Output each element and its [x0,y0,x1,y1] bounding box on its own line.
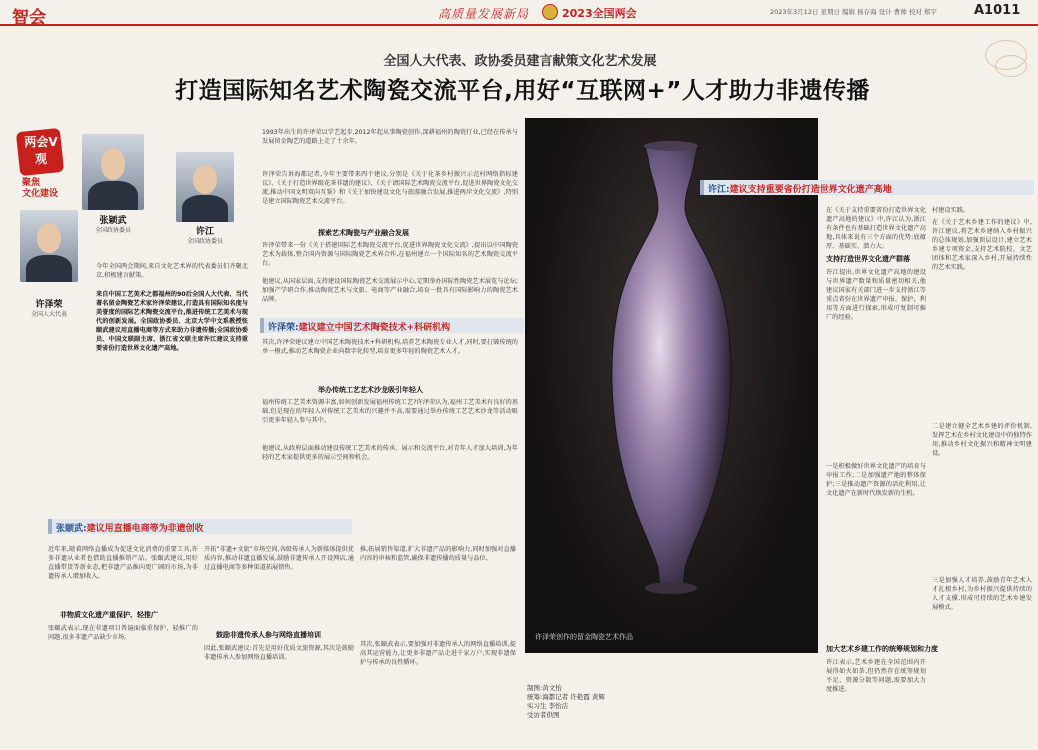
vase-photo [525,118,818,653]
dateline: 2023年3月12日 星期日 编辑 杨存海 设计 曹帅 校对 郑宇 [770,8,937,16]
cloud-ornament-icon [995,55,1027,77]
portrait-xu-jiang [176,152,234,222]
article-body: 张颐武表示,现在非遗项目普遍面临重保护、轻推广的问题,很多非遗产品缺少市场。 [48,625,198,641]
subtitle: 全国人大代表、政协委员建言献策文化艺术发展 [383,54,657,69]
section-bar-title: 许江:建议支持重要省份打造世界文化遗产高地 [708,185,892,195]
section-heading: 支持打造世界文化遗产群落 [826,255,910,263]
article-proposals: 许泽荣告诉海都记者,今年主要带来四个建议,分别是《关于化茶乡村振兴示范村网络指标建议》、《关于打造世界级花茶非遗的建议》、《关于请国际艺术陶瓷交流平台,促进世界陶瓷文化交流,推动中国文明双向互鉴》和《关于加快建设文化与旅游融合发展,推进两岸文化交流》,特别是建立国际陶瓷艺术交流平台。 [262,171,518,205]
portrait-role: 全国政协委员 [94,227,131,234]
article-body: 三是加强人才培养,鼓励青年艺术人才扎根乡村,为乡村振兴提供持续的人才支撑,形成可持续的艺术乡建发展模式。 [932,577,1032,611]
article-body: 许江表示,艺术乡建在全国范围内开展得如火如荼,但仍然存在统筹规划不足、资源分散等问题,需要加大力度推进。 [826,659,926,693]
portrait-role: 全国人大代表 [30,311,67,318]
focus-line1: 聚焦 [22,178,41,188]
article-body: 其次,张颐武表示,要加强对非遗传承人的网络直播培训,提高其运营能力,让更多非遗产品走进千家万户,实现非遗保护与传承的良性循环。 [360,641,516,666]
article-body: 他建议,从政府层面推动建设传统工艺美术的传承、展示和交流平台,对青年人才加大培训,为年轻的艺术家提供更多的展示空间和机会。 [262,445,518,461]
intro-summary: 来自中国工艺美术之都福州的90后全国人大代表、当代著名留金陶瓷艺术家许泽荣建议,打造具有国际知名度与美誉度的国际艺术陶瓷交流平台,推进传统工艺美术与现代的创新发展。全国政协委员、北京大学中文系教授张颐武建议用直播电商等方式来助力非遗传播;全国政协委员、中国文联副主席、浙江省文联主席许江建议支持重要省份打造世界文化遗产高地。 [96,291,248,352]
article-body: 二是建立健全艺术乡建的评价机制,发挥艺术在乡村文化建设中的独特作用,推动乡村文化振兴和精神文明建设。 [932,423,1032,457]
vase-illustration [525,118,818,653]
portrait-role: 全国政协委员 [186,238,223,245]
article-body: 因此,张颐武建议:首先是用好优质文旅资源,其次是鼓励非遗传承人参加网络直播培训。 [204,645,354,661]
badge-label: 两会V观 [24,135,58,166]
focus-line2: 文化建设 [22,189,59,199]
page-title: 打造国际知名艺术陶瓷交流平台,用好“互联网+”人才助力非遗传播 [175,78,870,104]
section-mark: 智会 [12,8,46,28]
section-heading: 非物质文化遗产重保护、轻推广 [60,611,158,619]
portrait-name: 张颖武 [99,216,127,226]
section-heading: 加大艺术乡建工作的统筹规划和力度 [826,645,938,653]
article-lead: 1993年出生的许泽荣以学艺起步,2012年起从事陶瓷创作,深耕福州的陶瓷行业,已经在传承与发展留金陶艺的道路上走了十余年。 [262,129,518,145]
article-body: 村建设实践。 [932,207,970,214]
article-body: 其次,许泽荣建议建立中国艺术陶瓷技术+科研机构,培养艺术陶瓷专业人才,同时,要打破传统的单一模式,推动艺术陶瓷企业向数字化转型,培育更多年轻的陶瓷艺术人才。 [262,339,518,355]
article-body: 近年来,随着网络直播成为促进文化消费的重要工具,许多非遗从业者也借助直播推销产品。张颐武建议,用好直播带货等新业态,把非遗产品推向更广阔的市场,为非遗传承人增加收入。 [48,546,198,580]
article-body: 在《关于艺术乡建工作的建议》中,许江建议,将艺术乡建纳入乡村振兴的总体规划,加强顶层设计,建立艺术乡建专项资金,支持艺术院校、文艺团体和艺术家深入乡村,开展持续性的艺术实践。 [932,219,1032,271]
article-body: 许泽荣带来一份《关于搭建国际艺术陶瓷交流平台,促进世界陶瓷文化交流》,提出以中国陶瓷艺术为载体,整合国内资源与国际陶瓷艺术界合作,在福州建立一个国际知名的艺术陶瓷交流平台。 [262,242,518,267]
portrait-name: 许泽荣 [35,300,63,310]
article-body: 在《关于支持重要省份打造世界文化遗产高地的建议》中,许江认为,浙江有条件也有基础打造世界文化遗产高地,具体来说有三个方面的优势:底蕴厚、基础实、潜力大。 [826,207,926,250]
section-bar-title: 张颐武:建议用直播电商等为非遗创收 [56,524,204,534]
article-body: 许江提出,世界文化遗产高地的建设与世界遗产数量和质量密切相关,他建议国家有关部门进一步支持浙江等重点省份在世界遗产申报、保护、利用等方面进行探索,形成可复制可推广的经验。 [826,269,926,321]
article-body: 开拓“非遗+文旅”市场空间,各级传承人为新媒体提供优质内容,推动非遗直播发展,鼓励非遗传承人开设网店,通过直播电商等多种渠道拓展销售。 [204,546,354,571]
slogan: 高质量发展新局 [438,7,530,21]
photo-caption: 许泽荣创作的留金陶瓷艺术作品 [535,633,633,641]
section-heading: 鼓励非遗传承人参与网络直播培训 [216,631,321,639]
portrait-name: 许江 [195,227,214,237]
credits: 制图:黄文怡 统筹:海都记者 许艳霞 黄辉 实习生 李怡洁 受访者供图 [527,684,605,719]
event-label: 2023全国两会 [562,7,637,20]
section-heading: 举办传统工艺艺术沙龙吸引年轻人 [318,386,423,394]
article-body: 福州传统工艺美术资源丰富,如何创新发展福州传统工艺?许泽荣认为,福州工艺美术有良好的基础,但是现在的年轻人对传统工艺美术的兴趣并不高,需要通过举办传统工艺艺术沙龙等活动吸引更多年轻人参与其中。 [262,399,518,424]
section-bar-title: 许泽荣:建议建立中国艺术陶瓷技术+科研机构 [268,323,451,333]
article-body: 他建议,从国家层面,支持建设国际陶瓷艺术交流展示中心,定期举办国际性陶瓷艺术展览与论坛;加强产学研合作,推动陶瓷艺术与文旅、电商等产业融合,培育一批具有国际影响力的陶瓷艺术品牌。 [262,278,518,303]
section-heading: 探索艺术陶瓷与产业融合发展 [318,229,409,237]
portrait-xu-zerong [20,210,78,282]
portrait-zhang-yiwu [82,134,144,210]
emblem-icon [542,4,558,20]
focus-label [22,178,58,200]
article-body: 一是积极做好世界文化遗产的培育与申报工作;二是加强遗产地的整体保护;三是推动遗产资源的活化利用,让文化遗产在新时代焕发新的生机。 [826,463,926,497]
page-code: A1011 [974,3,1021,18]
intro-lead: 今年全国两会期间,来自文化艺术界的代表委员们齐聚北京,积极建言献策。 [96,263,248,279]
article-body: 推,拓展销售渠道,扩大非遗产品的影响力,同时加强对直播内容的审核和监管,确保非遗传播的质量与品位。 [360,546,516,562]
